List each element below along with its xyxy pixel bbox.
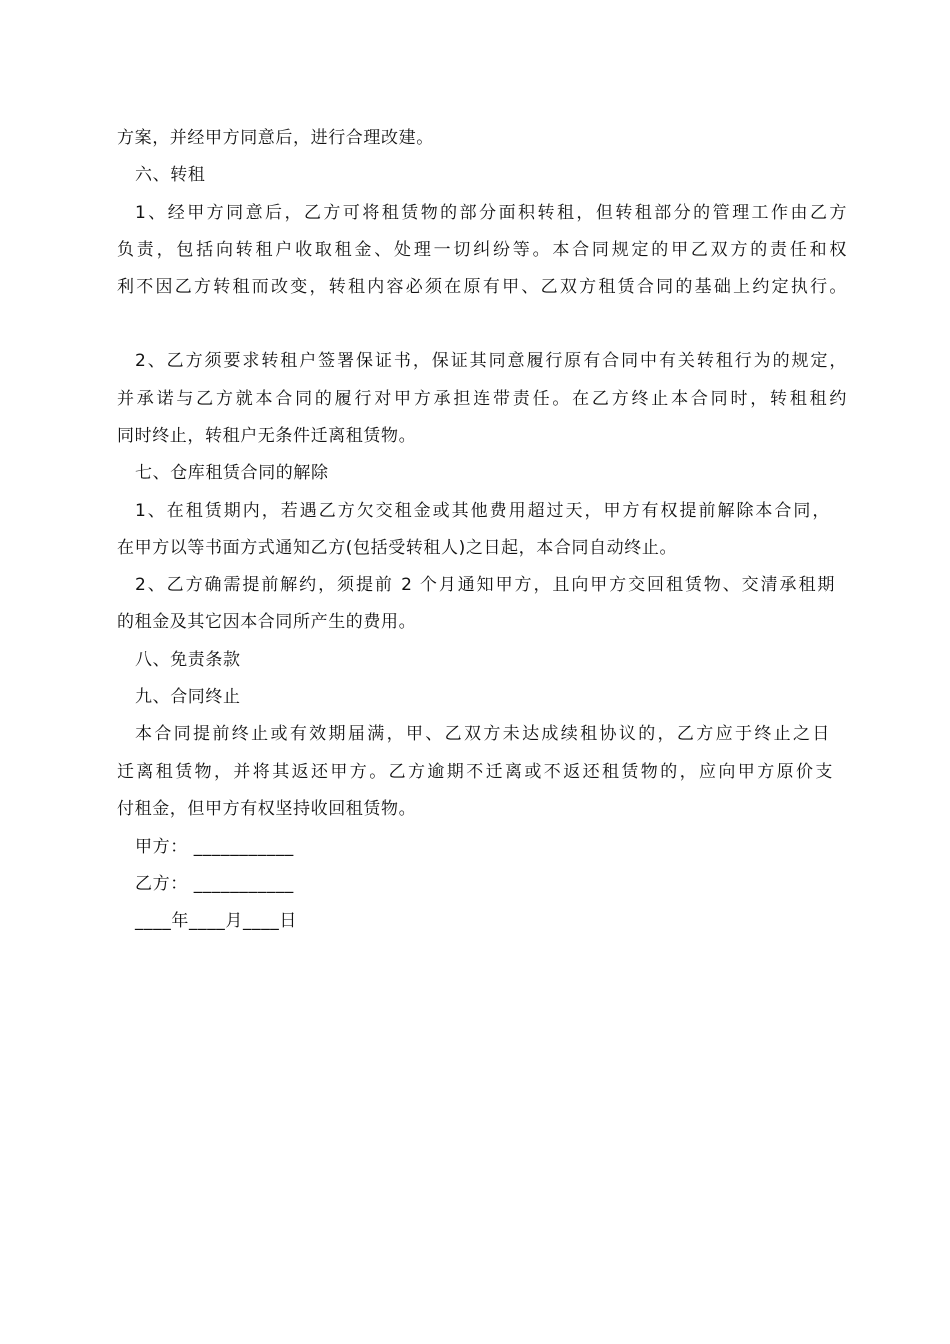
text-line: 付租金，但甲方有权坚持收回租赁物。 (117, 799, 417, 819)
text-line: 方案，并经甲方同意后，进行合理改建。 (117, 128, 434, 148)
signature-party-a: 甲方： ___________ (135, 837, 294, 857)
text-line: 本合同提前终止或有效期届满，甲、乙双方未达成续租协议的，乙方应于终止之日 (135, 724, 830, 744)
text-line: 同时终止，转租户无条件迁离租赁物。 (117, 426, 417, 446)
signature-party-b: 乙方： ___________ (135, 874, 294, 894)
text-line: 并承诺与乙方就本合同的履行对甲方承担连带责任。在乙方终止本合同时，转租租约 (117, 389, 847, 409)
section-heading: 六、转租 (135, 165, 206, 185)
text-line: 迁离租赁物，并将其返还甲方。乙方逾期不迁离或不返还租赁物的，应向甲方原价支 (117, 762, 833, 782)
signature-date: ____年____月____日 (135, 911, 297, 931)
text-line: 1、经甲方同意后，乙方可将租赁物的部分面积转租，但转租部分的管理工作由乙方 (135, 203, 847, 223)
text-line: 负责，包括向转租户收取租金、处理一切纠纷等。本合同规定的甲乙双方的责任和权 (117, 240, 847, 260)
text-line: 2、乙方确需提前解约，须提前 2 个月通知甲方，且向甲方交回租赁物、交清承租期 (135, 575, 835, 595)
text-line: 2、乙方须要求转租户签署保证书，保证其同意履行原有合同中有关转租行为的规定， (135, 351, 847, 371)
text-line: 利不因乙方转租而改变，转租内容必须在原有甲、乙双方租赁合同的基础上约定执行。 (117, 277, 847, 297)
section-heading: 七、仓库租赁合同的解除 (135, 463, 329, 483)
section-heading: 九、合同终止 (135, 687, 241, 707)
section-heading: 八、免责条款 (135, 650, 241, 670)
text-line: 1、在租赁期内，若遇乙方欠交租金或其他费用超过天，甲方有权提前解除本合同， (135, 501, 830, 521)
text-line: 在甲方以等书面方式通知乙方(包括受转租人)之日起，本合同自动终止。 (117, 538, 678, 558)
text-line: 的租金及其它因本合同所产生的费用。 (117, 612, 417, 632)
